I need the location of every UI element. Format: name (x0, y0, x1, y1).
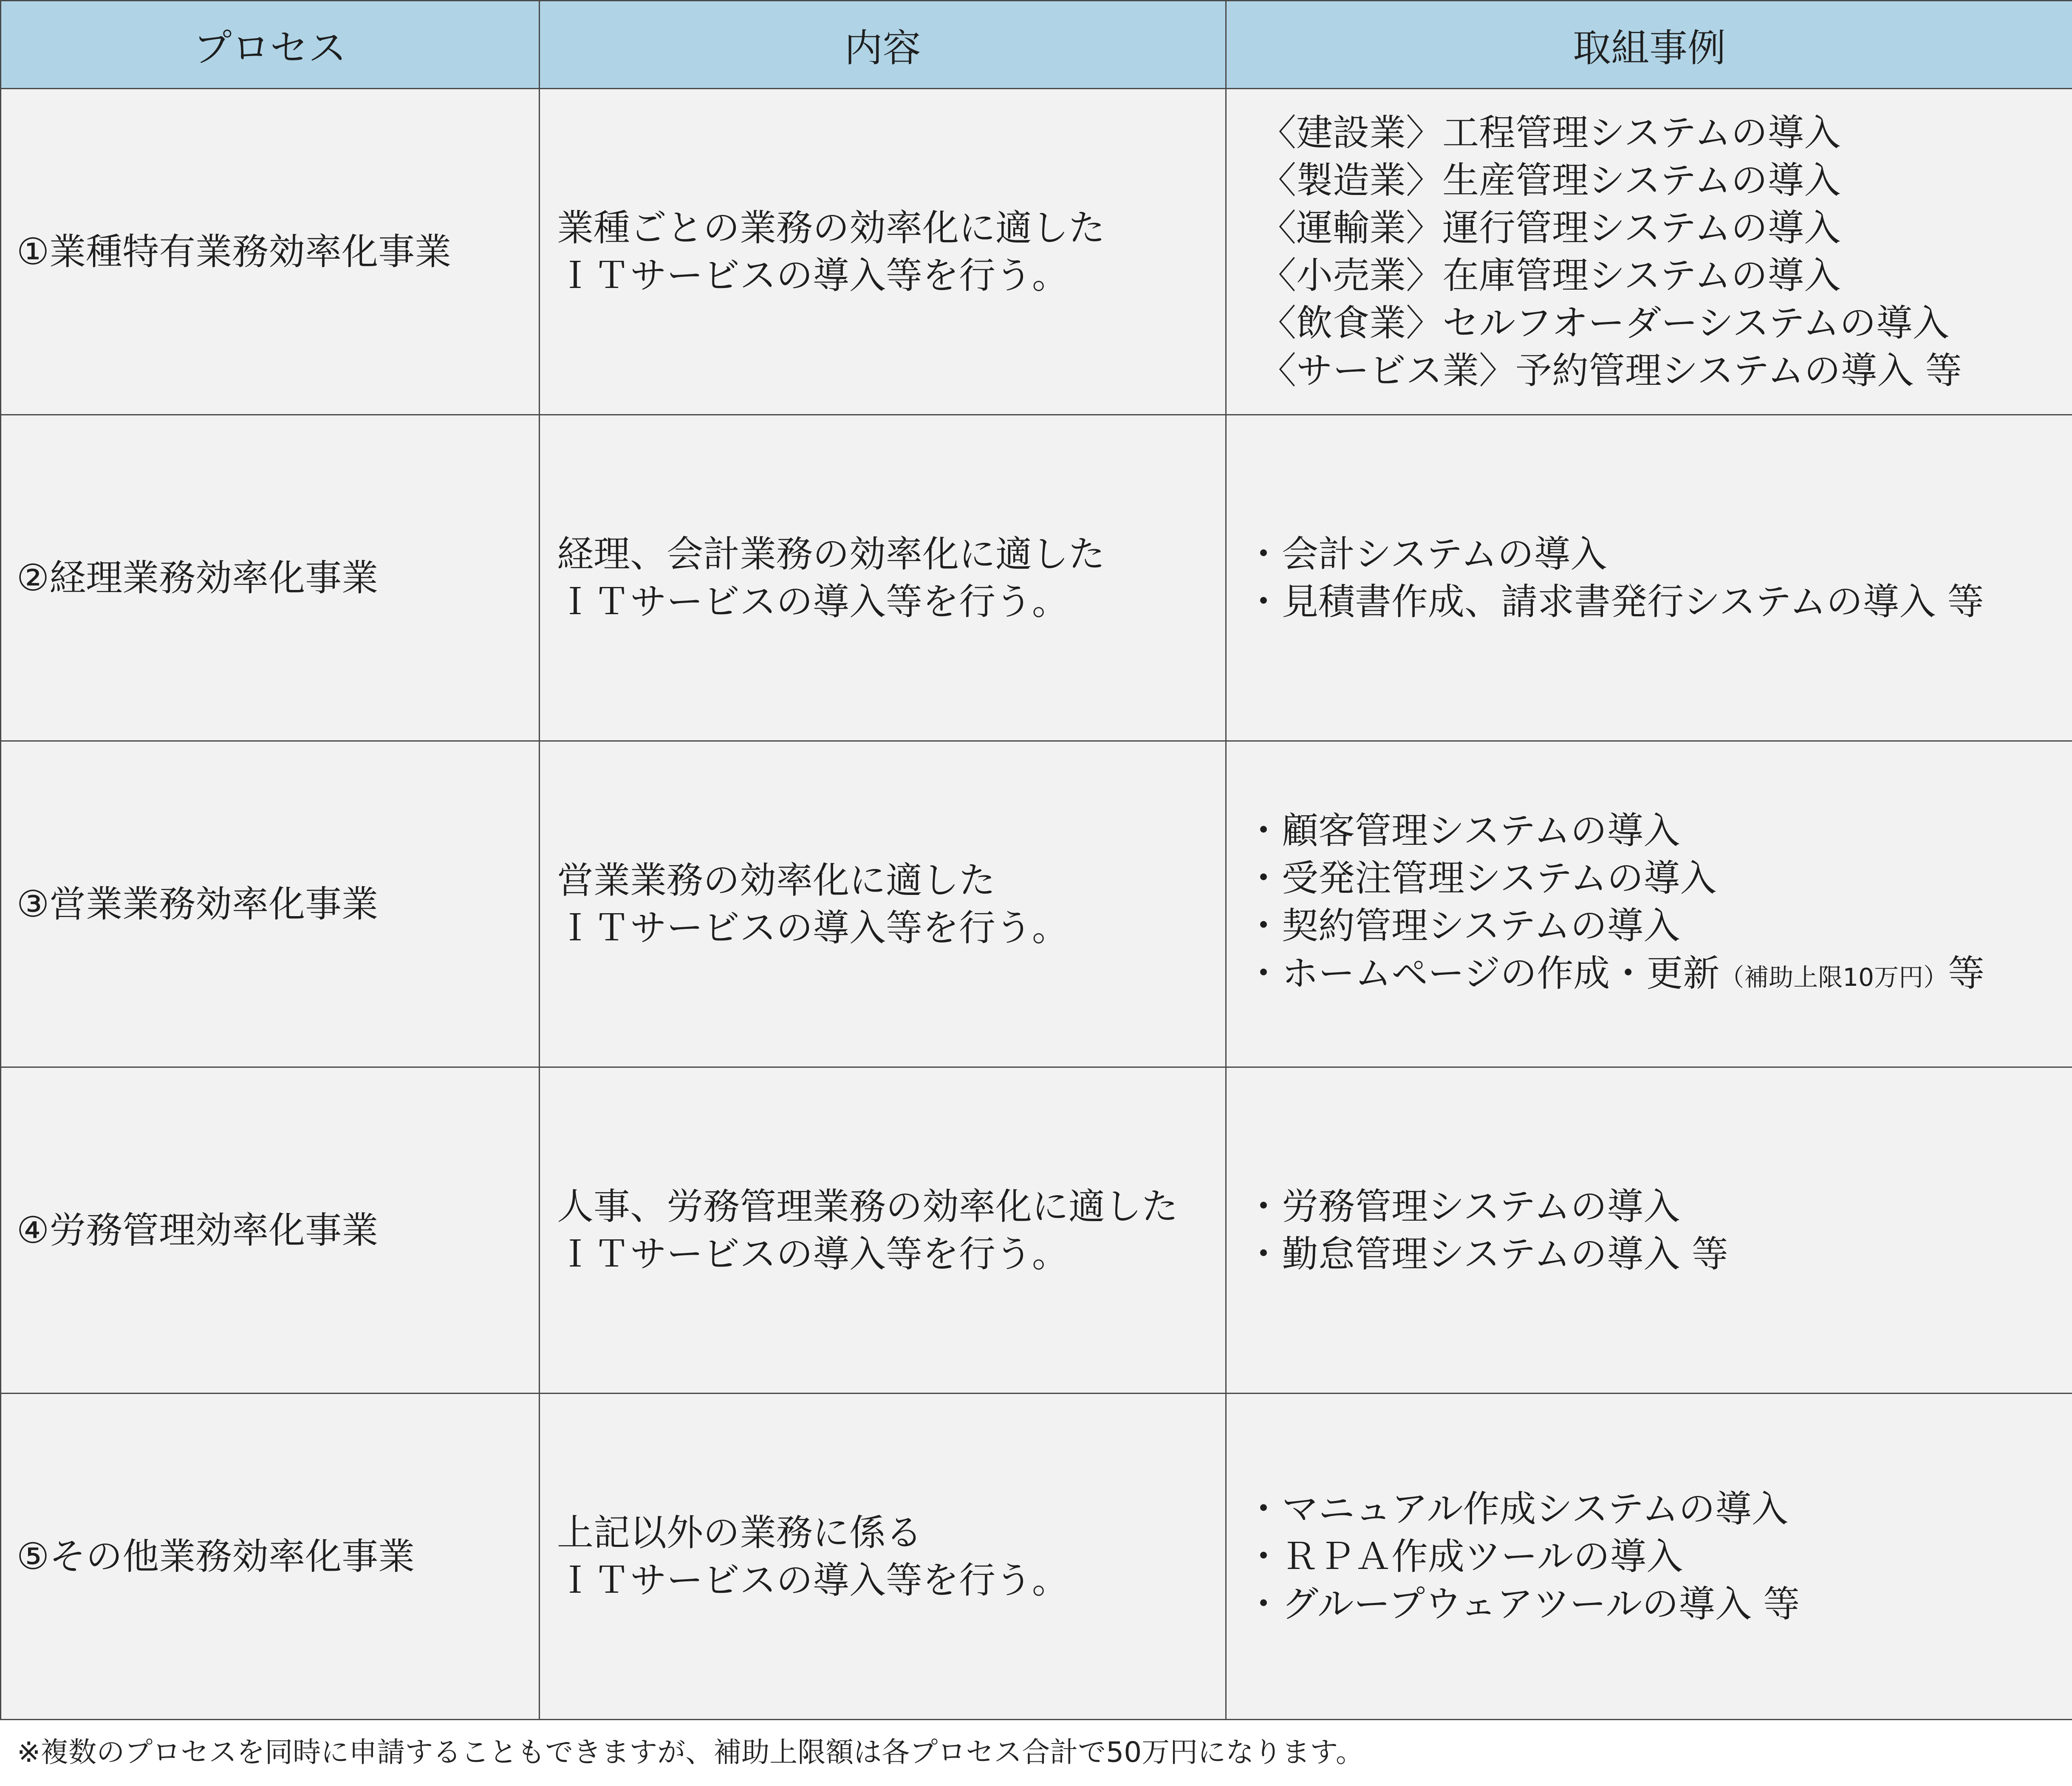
example-item-main: ・ホームページの作成・更新 (1245, 952, 1720, 995)
process-cell: ②経理業務効率化事業 (1, 415, 540, 741)
content-cell (540, 415, 1226, 741)
table-row (1, 1067, 2072, 1394)
examples-cell (1226, 415, 2072, 741)
example-item: ・会計システムの導入 (1245, 533, 1607, 576)
content-line: 経理、会計業務の効率化に適した (557, 533, 1105, 576)
content-cell (540, 741, 1226, 1067)
footnote: ※複数のプロセスを同時に申請することもできますが、補助上限額は各プロセス合計で50万円になります。 (17, 1736, 1364, 1769)
examples-cell (1226, 741, 2072, 1067)
table-row (1, 741, 2072, 1067)
content-line: 上記以外の業務に係る (557, 1511, 922, 1554)
example-item: ・グループウェアツールの導入 等 (1245, 1583, 1800, 1625)
examples-cell (1226, 89, 2072, 415)
content-line: ＩＴサービスの導入等を行う。 (557, 580, 1069, 623)
example-item: 〈建設業〉工程管理システムの導入 (1260, 111, 1841, 154)
content-line: 人事、労務管理業務の効率化に適した (557, 1185, 1178, 1228)
table-row (1, 415, 2072, 741)
content-cell (540, 89, 1226, 415)
example-item: 〈小売業〉在庫管理システムの導入 (1260, 254, 1841, 297)
table-row (1, 1394, 2072, 1720)
examples-cell (1226, 1394, 2072, 1720)
header-examples: 取組事例 (1226, 1, 2072, 89)
header-process: プロセス (1, 1, 540, 89)
examples-cell (1226, 1067, 2072, 1394)
content-line: ＩＴサービスの導入等を行う。 (557, 254, 1069, 297)
example-item: ・契約管理システムの導入 (1245, 905, 1680, 947)
example-item: ・見積書作成、請求書発行システムの導入 等 (1245, 580, 1984, 623)
example-item: 〈運輸業〉運行管理システムの導入 (1260, 206, 1841, 249)
example-item: ・顧客管理システムの導入 (1245, 810, 1680, 852)
content-line: ＩＴサービスの導入等を行う。 (557, 1559, 1069, 1602)
example-item-suffix: 等 (1948, 952, 1985, 995)
content-line: ＩＴサービスの導入等を行う。 (557, 1233, 1069, 1275)
example-item: ・ＲＰＡ作成ツールの導入 (1245, 1535, 1683, 1578)
content-line: ＩＴサービスの導入等を行う。 (557, 906, 1069, 949)
content-line: 業種ごとの業務の効率化に適した (557, 206, 1105, 249)
example-item: ・マニュアル作成システムの導入 (1245, 1487, 1788, 1530)
example-item: ・受発注管理システムの導入 (1245, 857, 1717, 900)
example-item: 〈飲食業〉セルフオーダーシステムの導入 (1260, 302, 1949, 344)
table-row (1, 89, 2072, 415)
process-cell: ①業種特有業務効率化事業 (1, 89, 540, 415)
content-cell (540, 1394, 1226, 1720)
header-row (1, 1, 2072, 89)
subsidy-limit-note: （補助上限10万円） (1719, 963, 1948, 992)
content-cell (540, 1067, 1226, 1394)
process-cell: ③営業業務効率化事業 (1, 741, 540, 1067)
example-item: 〈製造業〉生産管理システムの導入 (1260, 159, 1841, 202)
process-cell: ⑤その他業務効率化事業 (1, 1394, 540, 1720)
example-item: ・勤怠管理システムの導入 等 (1245, 1233, 1728, 1275)
content-line: 営業業務の効率化に適した (557, 859, 995, 902)
process-cell: ④労務管理効率化事業 (1, 1067, 540, 1394)
example-item: 〈サービス業〉予約管理システムの導入 等 (1260, 349, 1962, 392)
example-item-homepage (1245, 950, 2068, 1001)
header-content: 内容 (540, 1, 1226, 89)
example-item: ・労務管理システムの導入 (1245, 1185, 1680, 1228)
